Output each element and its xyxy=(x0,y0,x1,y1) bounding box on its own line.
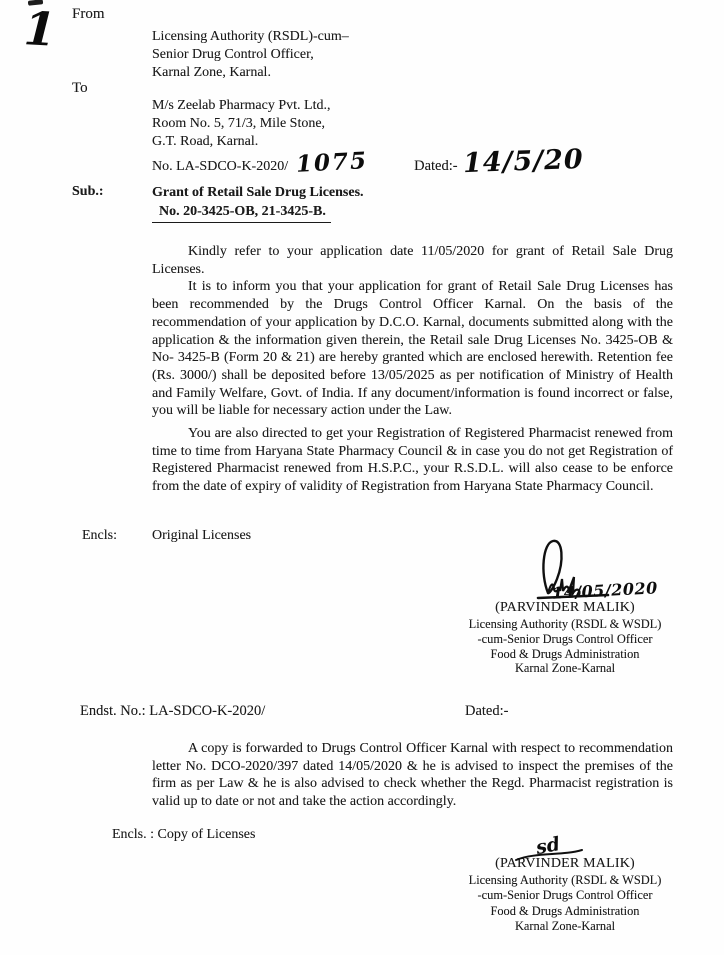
from-address-line: Licensing Authority (RSDL)-cum– xyxy=(152,29,349,44)
designation-line: Licensing Authority (RSDL & WSDL) xyxy=(468,617,662,631)
reference-number-row xyxy=(152,143,584,180)
designation-line: Food & Drugs Administration xyxy=(490,903,640,918)
body-paragraph-2: It is to inform you that your application for grant of Retail Sale Drug Licenses has been recommended by the Drugs Control Officer Karnal. On the basis of the recommendation of your application by D.C.O. Karnal, documents submitted along with the application & the information given therein, the Retail sale Drug Licenses No. 3425-OB & No- 3425-B (Form 20 & 21) are hereby granted which are enclosed herewith. Retention fee (Rs. 3000/) shall be deposited before 13/05/2025 as per notification of Ministry of Health and Family Welfare, Govt. of India. If any document/information is found incorrect or false, you will be liable for necessary action under the Law. xyxy=(152,279,673,419)
body-paragraph-1: Kindly refer to your application date 11/05/2020 for grant of Retail Sale Drug Licenses. xyxy=(152,244,673,277)
subject-line2: No. 20-3425-OB, 21-3425-B. xyxy=(152,203,331,223)
endorsement-dated-label: Dated:- xyxy=(465,703,509,719)
endorsement-reference: Endst. No.: LA-SDCO-K-2020/ xyxy=(80,703,266,719)
signatory-name: (PARVINDER MALIK) xyxy=(495,856,635,871)
handwritten-sd-initials: sd xyxy=(534,833,562,859)
signature-block-bottom xyxy=(440,833,690,935)
from-address-line: Karnal Zone, Karnal. xyxy=(152,65,271,80)
letter-body xyxy=(152,243,673,496)
subject-label: Sub.: xyxy=(72,184,104,199)
endorsement-row xyxy=(0,703,724,721)
subject-line1: Grant of Retail Sale Drug Licenses. xyxy=(152,185,364,200)
to-address-line: G.T. Road, Karnal. xyxy=(152,134,259,149)
from-label: From xyxy=(72,6,105,22)
body-paragraph-3: You are also directed to get your Registration of Registered Pharmacist renewed from time to time from Haryana State Pharmacy Council & in case you do not get Registration of Registered Pharmacist renewed from H.S.P.C., your R.S.D.L. will also cease to be enforce from the date of expiry of validity of Registration from Haryana State Pharmacy Council. xyxy=(152,426,673,495)
handwritten-signature-date: 14/05/2020 xyxy=(551,578,659,603)
endorsement-paragraph: A copy is forwarded to Drugs Control Officer Karnal with respect to recommendation letter No. DCO-2020/397 dated 14/05/2020 & he is advised to inspect the premises of the firm as per Law & he is also advised to check whether the Regd. Pharmacist registration is valid up to date or not and take the action accordingly. xyxy=(152,741,673,810)
designation-line: Karnal Zone-Karnal xyxy=(514,919,616,934)
enclosure-value: Original Licenses xyxy=(152,528,252,543)
to-address-line: Room No. 5, 71/3, Mile Stone, xyxy=(152,116,326,131)
subject-content xyxy=(152,184,364,223)
dated-label: Dated:- xyxy=(414,158,458,174)
designation-line: Licensing Authority (RSDL & WSDL) xyxy=(468,873,662,887)
endorsement-enclosure: Encls. : Copy of Licenses xyxy=(112,827,256,842)
to-address xyxy=(152,97,330,151)
from-address-line: Senior Drug Control Officer, xyxy=(152,47,314,62)
handwritten-reference-number: 1075 xyxy=(295,147,369,178)
to-address-line: M/s Zeelab Pharmacy Pvt. Ltd., xyxy=(152,98,331,113)
designation-line: Food & Drugs Administration xyxy=(490,646,640,661)
enclosure-label: Encls: xyxy=(82,528,117,543)
reference-number-label: No. LA-SDCO-K-2020/ xyxy=(152,159,289,174)
handwritten-page-number: 1 xyxy=(22,1,58,57)
from-address xyxy=(152,28,349,82)
signatory-designation xyxy=(440,617,690,676)
signatory-name: (PARVINDER MALIK) xyxy=(495,600,635,615)
designation-line: -cum-Senior Drugs Control Officer xyxy=(477,631,653,646)
handwritten-date: 14/5/20 xyxy=(462,143,584,180)
signatory-designation xyxy=(440,873,690,935)
to-label: To xyxy=(72,80,88,96)
designation-line: -cum-Senior Drugs Control Officer xyxy=(477,888,653,903)
signature-block-top xyxy=(440,537,690,676)
designation-line: Karnal Zone-Karnal xyxy=(514,661,616,676)
